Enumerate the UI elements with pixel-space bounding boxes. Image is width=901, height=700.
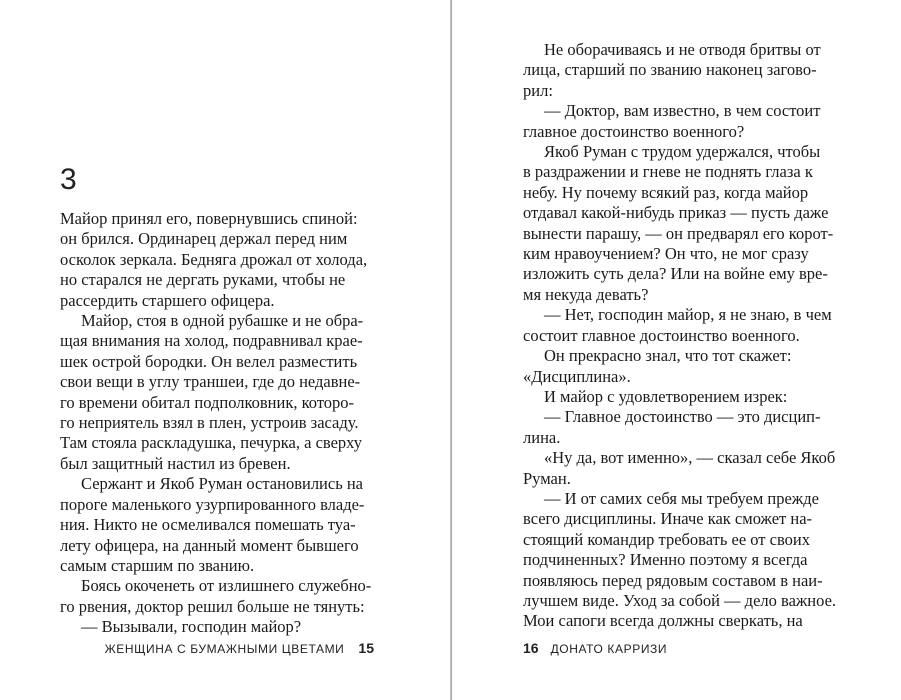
- text-line: Майор принял его, повернувшись спиной:: [60, 209, 358, 228]
- text-line: изложить суть дела? Или на войне ему вре-: [523, 264, 828, 284]
- text-line: рассердить старшего офицера.: [60, 290, 275, 310]
- text-line: свои вещи в углу траншеи, где до недавне-: [60, 372, 361, 392]
- text-line: вынести парашу, — он предварял его корот-: [523, 223, 834, 243]
- chapter-number: 3: [60, 163, 77, 196]
- text-line: он брился. Ординарец держал перед ним: [60, 229, 348, 249]
- text-line: Якоб Руман с трудом удержался, чтобы: [544, 142, 821, 162]
- text-line: ния. Никто не осмеливался помешать туа-: [60, 515, 356, 535]
- text-line: лету офицера, на данный момент бывшего: [60, 535, 359, 555]
- text-line: главное достоинство военного?: [523, 121, 745, 141]
- left-page-footer: [105, 640, 374, 656]
- text-line: Мои сапоги всегда должны сверкать, на: [523, 611, 803, 631]
- page-number: 15: [358, 640, 374, 656]
- text-line: ким нравоучением? Он что, не мог сразу: [523, 244, 809, 264]
- text-line: — И от самих себя мы требуем прежде: [544, 488, 819, 508]
- text-line: появляюсь перед рядовым составом в наи-: [523, 570, 823, 590]
- text-line: И майор с удовлетворением изрек:: [544, 386, 788, 406]
- text-line: Он прекрасно знал, что тот скажет:: [544, 346, 792, 366]
- text-line: Майор, стоя в одной рубашке и не обра-: [81, 311, 364, 331]
- text-line: был защитный настил из бревен.: [60, 453, 291, 473]
- left-page-body: [60, 209, 376, 638]
- text-line: рил:: [523, 80, 553, 100]
- text-line: подчиненных? Именно поэтому я всегда: [523, 550, 808, 570]
- text-line: лучшем виде. Уход за собой — дело важное.: [523, 590, 837, 610]
- text-line: лина.: [523, 427, 561, 447]
- text-line: Не оборачиваясь и не отводя бритвы от: [544, 40, 821, 59]
- text-line: «Дисциплина».: [523, 366, 631, 386]
- text-line: лица, старший по званию наконец загово-: [523, 60, 817, 80]
- text-line: но старался не дергать руками, чтобы не: [60, 270, 346, 290]
- text-line: Сержант и Якоб Руман остановились на: [81, 474, 364, 494]
- text-line: — Доктор, вам известно, в чем состоит: [544, 101, 821, 121]
- text-line: пороге маленького узурпированного владе-: [60, 494, 365, 514]
- text-line: всего дисциплины. Иначе как сможет на-: [523, 509, 813, 529]
- text-line: Боясь окоченеть от излишнего служебно-: [81, 576, 372, 596]
- page-number: 16: [523, 640, 539, 656]
- text-line: го неприятель взял в плен, устроив засаду.: [60, 413, 359, 433]
- text-line: состоит главное достоинство военного.: [523, 325, 800, 345]
- left-page: [0, 0, 450, 700]
- text-line: го времени обитал подполковник, которо-: [60, 392, 355, 412]
- text-line: самым старшим по званию.: [60, 555, 255, 575]
- right-page-body: [523, 40, 841, 632]
- running-head-title: ЖЕНЩИНА С БУМАЖНЫМИ ЦВЕТАМИ: [104, 642, 345, 656]
- text-line: небу. Ну почему всякий раз, когда майор: [523, 182, 809, 202]
- right-page: [452, 0, 901, 700]
- text-line: осколок зеркала. Бедняга дрожал от холода,: [60, 249, 368, 269]
- text-line: Там стояла раскладушка, печурка, а сверху: [60, 433, 363, 453]
- text-line: отдавал какой-нибудь приказ — пусть даже: [523, 203, 829, 223]
- text-line: — Вызывали, господин майор?: [81, 617, 302, 637]
- text-line: «Ну да, вот именно», — сказал себе Якоб: [544, 448, 836, 468]
- text-line: щая внимания на холод, подравнивал крае-: [60, 331, 363, 351]
- text-line: в раздражении и гневе не поднять глаза к: [523, 162, 813, 182]
- text-line: — Нет, господин майор, я не знаю, в чем: [544, 305, 832, 325]
- text-line: мя некуда девать?: [523, 284, 649, 304]
- text-line: стоящий командир требовать ее от своих: [523, 529, 810, 549]
- text-line: Руман.: [523, 468, 571, 488]
- right-page-footer: [523, 640, 667, 656]
- text-line: — Главное достоинство — это дисцип-: [544, 407, 821, 427]
- text-line: го рвения, доктор решил больше не тянуть:: [60, 596, 365, 616]
- running-head-author: ДОНАТО КАРРИЗИ: [550, 642, 668, 656]
- text-line: шек острой бородки. Он велел разместить: [60, 351, 358, 371]
